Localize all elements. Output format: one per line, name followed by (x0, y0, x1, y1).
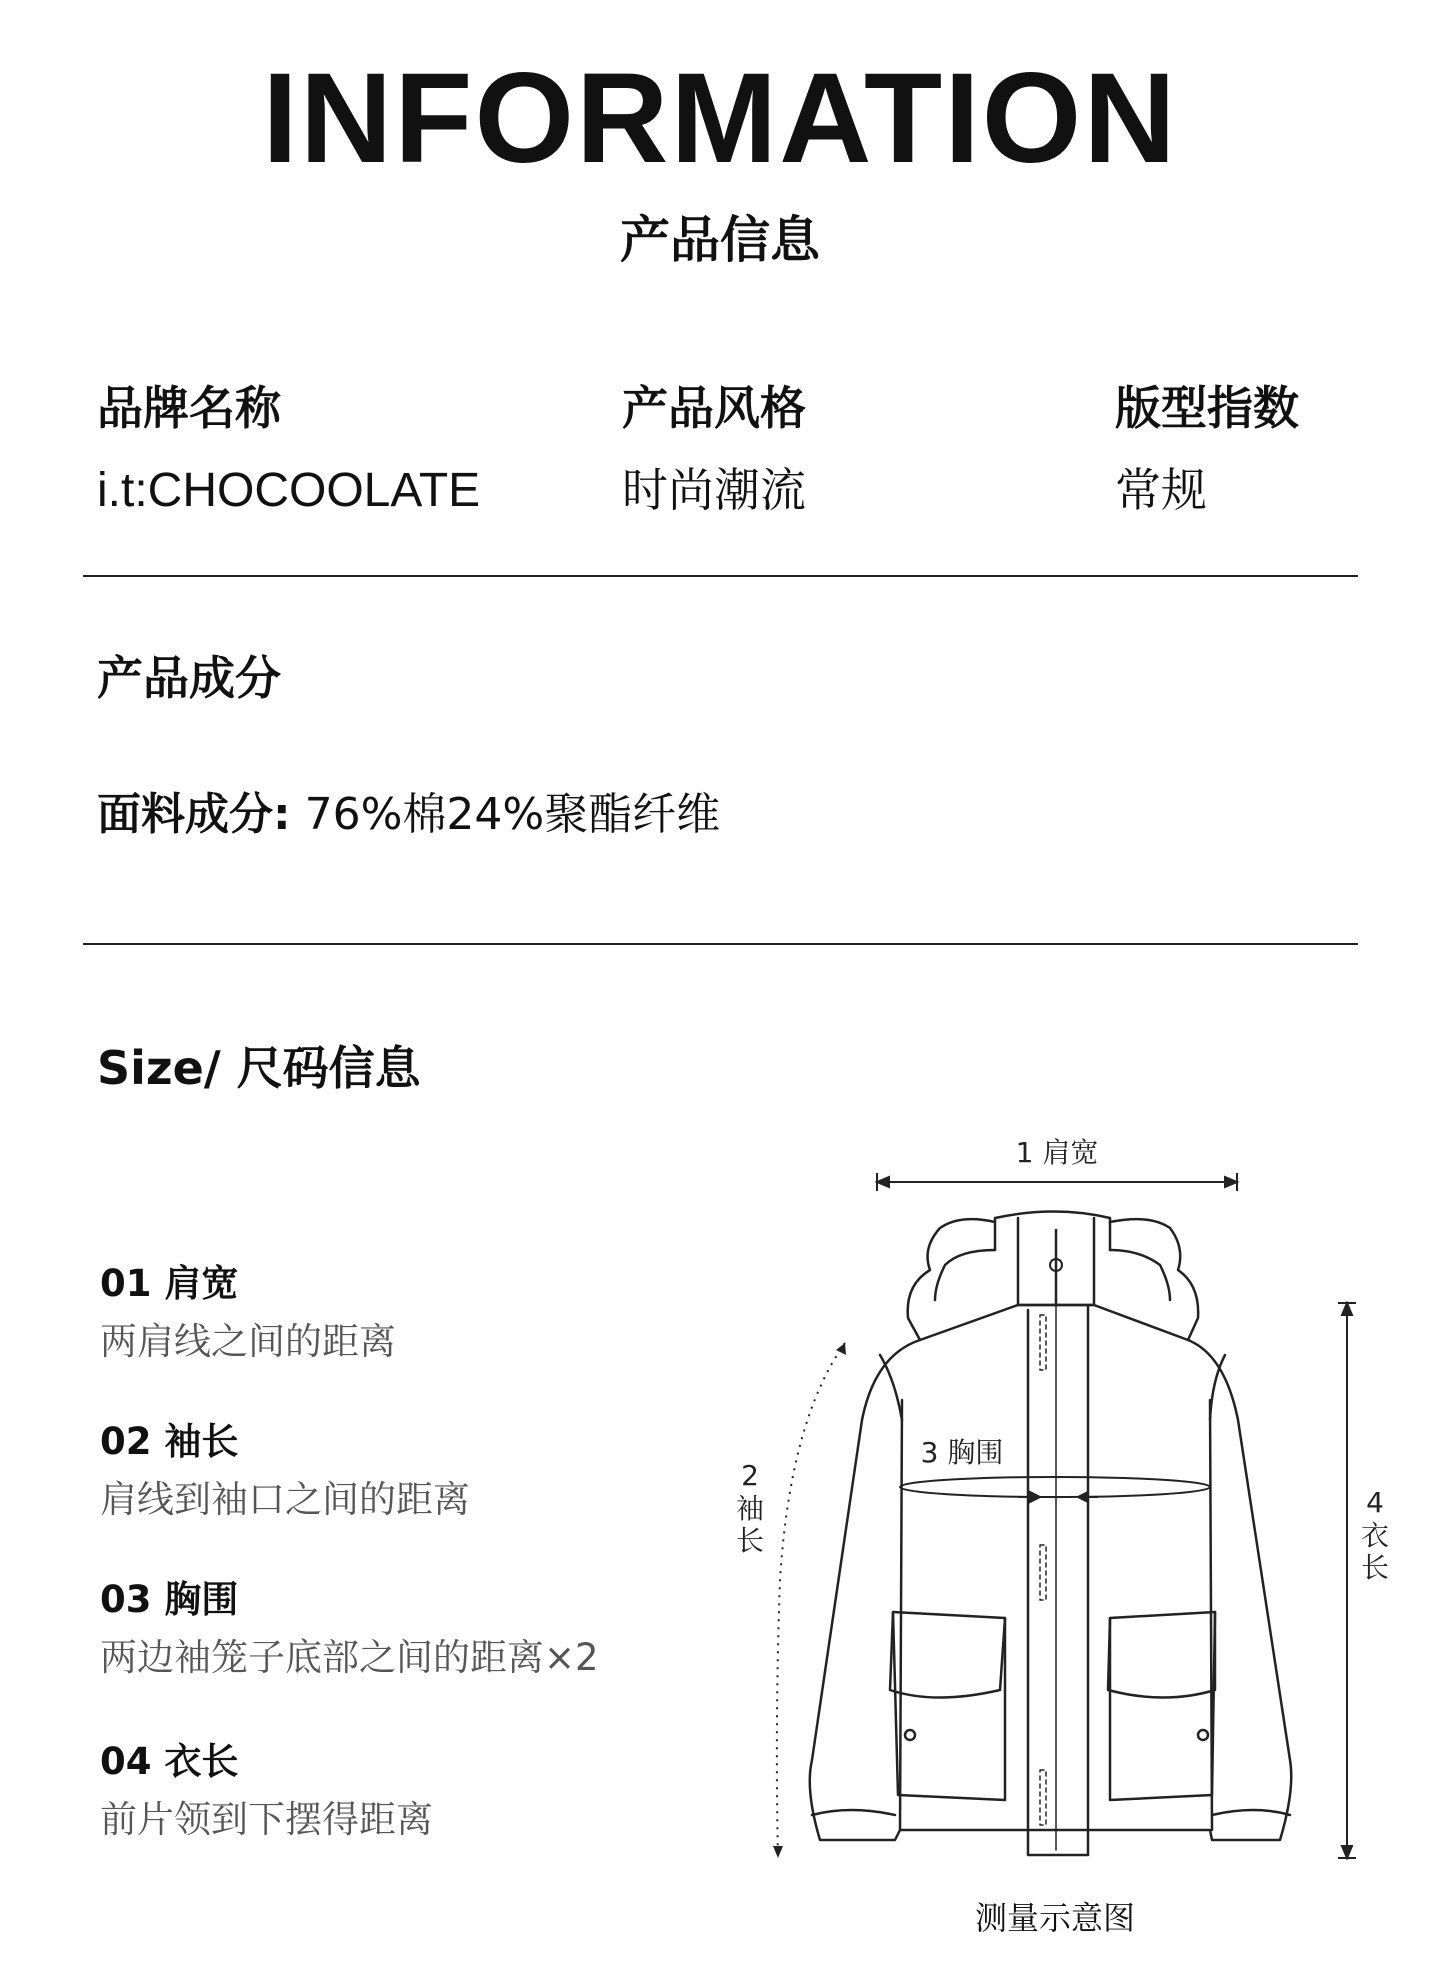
chest-label: 3 胸围 (920, 1436, 1004, 1469)
hood-outline (908, 1219, 995, 1340)
measurement-title: 03 胸围 (100, 1578, 239, 1621)
sleeve-label-char: 袖 (735, 1492, 765, 1525)
fabric-label: 面料成分: (97, 789, 291, 840)
measurement-desc: 肩线到袖口之间的距离 (100, 1478, 470, 1521)
jacket-measurement-diagram (720, 1120, 1390, 1880)
measurement-title: 04 衣长 (100, 1740, 239, 1783)
fabric-composition (97, 789, 721, 840)
page-title: INFORMATION (262, 47, 1178, 190)
left-pocket (893, 1612, 1005, 1800)
page-subtitle: 产品信息 (620, 211, 820, 269)
zipper-placket (1028, 1305, 1088, 1855)
divider (83, 943, 1358, 945)
measurement-title: 01 肩宽 (100, 1262, 239, 1305)
jacket-body (810, 1305, 1291, 1840)
brand-label: 品牌名称 (97, 381, 281, 435)
brand-value: i.t:CHOCOOLATE (97, 464, 481, 517)
measurement-title: 02 袖长 (100, 1420, 239, 1463)
sleeve-label-char: 长 (735, 1524, 765, 1557)
style-label: 产品风格 (622, 381, 806, 435)
measurement-desc: 前片领到下摆得距离 (100, 1798, 433, 1841)
fit-value: 常规 (1115, 463, 1207, 517)
chest-measurement-line (900, 1477, 1210, 1497)
length-label-char: 衣 (1360, 1519, 1390, 1552)
fit-label: 版型指数 (1115, 381, 1299, 435)
length-label-char: 长 (1360, 1551, 1390, 1584)
length-label-num: 4 (1366, 1486, 1384, 1519)
diagram-caption: 测量示意图 (974, 1899, 1135, 1937)
right-pocket (1110, 1612, 1215, 1800)
measurement-desc: 两肩线之间的距离 (100, 1320, 396, 1363)
hood-outline (1110, 1219, 1198, 1340)
style-value: 时尚潮流 (622, 463, 806, 517)
size-title: Size/ 尺码信息 (97, 1041, 421, 1095)
measurement-desc: 两边袖笼子底部之间的距离×2 (100, 1636, 599, 1679)
sleeve-label-num: 2 (741, 1459, 759, 1492)
composition-title: 产品成分 (97, 651, 281, 705)
divider (83, 575, 1358, 577)
shoulder-label: 1 肩宽 (1015, 1136, 1099, 1169)
fabric-value: 76%棉24%聚酯纤维 (290, 789, 721, 840)
